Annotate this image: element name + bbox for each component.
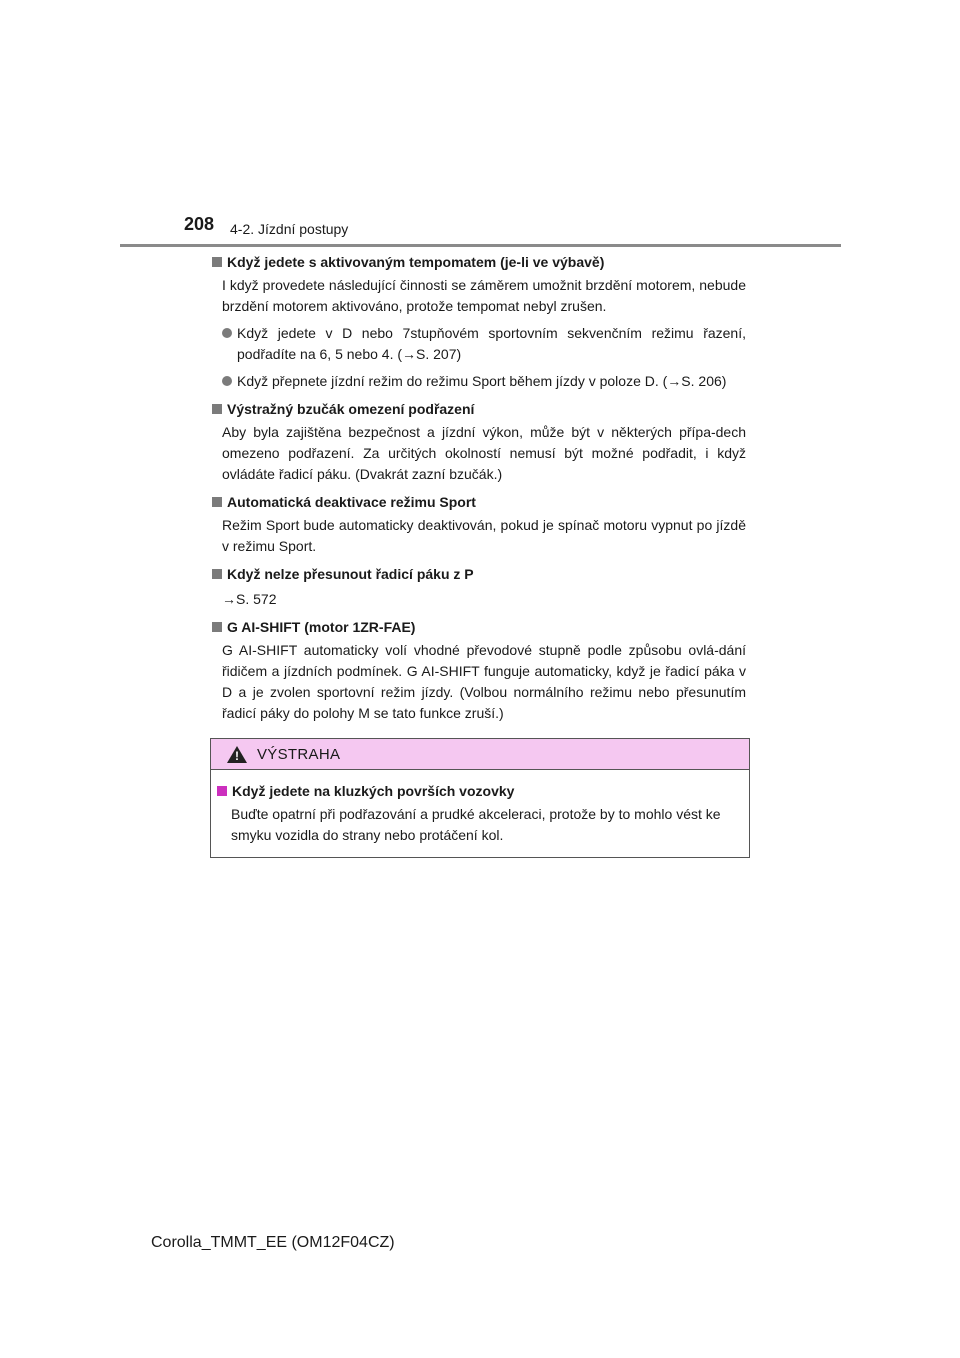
- circle-bullet-icon: [222, 328, 232, 338]
- warning-title: Když jedete na kluzkých površích vozovky: [232, 783, 515, 799]
- square-bullet-icon: [217, 786, 227, 796]
- topic-title: Když jedete s aktivovaným tempomatem (je-li ve výbavě): [227, 254, 605, 270]
- square-bullet-icon: [212, 257, 222, 267]
- topic-title: Výstražný bzučák omezení podřazení: [227, 401, 475, 417]
- warning-label: VÝSTRAHA: [257, 745, 341, 763]
- square-bullet-icon: [212, 569, 222, 579]
- list-item: Když jedete v D nebo 7stupňovém sportovním sekvenčním režimu řazení, podřadíte na 6, 5 nebo 4. (→S. 207): [222, 323, 746, 365]
- topic-cruise-control: [210, 252, 746, 392]
- square-bullet-icon: [212, 404, 222, 414]
- main-content: [210, 252, 746, 731]
- topic-text: I když provedete následující činnosti se záměrem umožnit brzdění motorem, nebude brzdění motorem aktivováno, protože tempomat nebyl zrušen.: [222, 277, 746, 314]
- topic-title: Automatická deaktivace režimu Sport: [227, 494, 476, 510]
- page-header: [184, 214, 704, 244]
- warning-text: Buďte opatrní při podřazování a prudké akceleraci, protože by to mohlo vést ke smyku vozidla do strany nebo protáčení kol.: [231, 806, 721, 843]
- page-reference: →S. 572: [222, 591, 277, 607]
- topic-text: Aby byla zajištěna bezpečnost a jízdní výkon, může být v některých přípa-dech omezeno podřazení. Za určitých okolností nemusí být možné podřadit, i když ovládáte řadicí páku. (Dvakrát zazní bzučák.): [222, 424, 746, 482]
- list-item: Když přepnete jízdní režim do režimu Sport během jízdy v poloze D. (→S. 206): [222, 371, 746, 392]
- topic-title: G AI-SHIFT (motor 1ZR-FAE): [227, 619, 416, 635]
- warning-body: [211, 770, 749, 846]
- topic-title: Když nelze přesunout řadicí páku z P: [227, 566, 474, 582]
- topic-downshift-buzzer: [210, 399, 746, 485]
- topic-g-ai-shift: [210, 617, 746, 724]
- page-number: 208: [184, 214, 215, 234]
- topic-text: G AI-SHIFT automaticky volí vhodné převodové stupně podle způsobu ovlá-dání řidičem a jízdních podmínek. G AI-SHIFT funguje automaticky, když je řadicí páka v D a je zvolen sportovní režim jízdy. (Volbou normálního režimu nebo přesunutím řadicí páky do polohy M se tato funkce zruší.): [222, 642, 746, 721]
- section-title: 4-2. Jízdní postupy: [230, 221, 349, 237]
- square-bullet-icon: [212, 622, 222, 632]
- warning-header: [211, 739, 749, 770]
- topic-text: Režim Sport bude automaticky deaktivován, pokud je spínač motoru vypnut po jízdě v režimu Sport.: [222, 517, 746, 554]
- circle-bullet-icon: [222, 376, 232, 386]
- warning-box: [210, 738, 750, 858]
- footer-doc-id: Corolla_TMMT_EE (OM12F04CZ): [151, 1234, 395, 1251]
- topic-shift-lever-p: [210, 564, 746, 610]
- square-bullet-icon: [212, 497, 222, 507]
- warning-triangle-icon: !: [227, 746, 247, 763]
- header-rule: [120, 244, 841, 247]
- topic-sport-deactivation: [210, 492, 746, 557]
